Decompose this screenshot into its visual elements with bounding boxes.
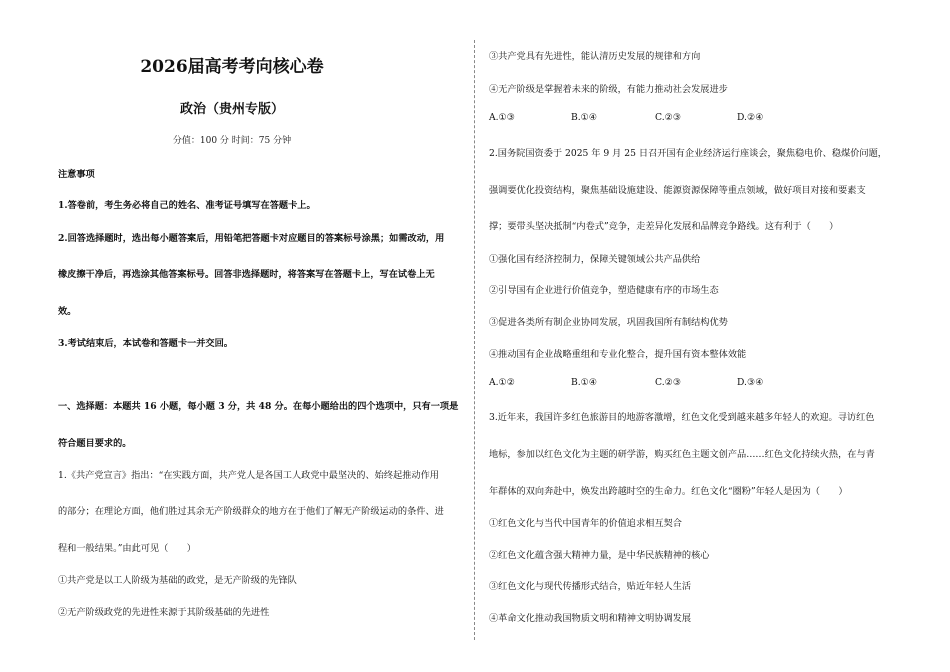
section-heading-line-2: 符合题目要求的。 — [58, 438, 132, 449]
q2-option-c: C.②③ — [655, 377, 682, 388]
q3-statement-2: ②红色文化蕴含强大精神力量，是中华民族精神的核心 — [489, 550, 710, 561]
q2-stem-line-3: 撑；要带头坚决抵制“内卷式”竞争，走差异化发展和品牌竞争路线。这有利于（ ） — [489, 221, 839, 232]
q2-statement-3: ③促进各类所有制企业协同发展，巩固我国所有制结构优势 — [489, 317, 728, 328]
q2-statement-2: ②引导国有企业进行价值竞争，塑造健康有序的市场生态 — [489, 285, 719, 296]
q1-statement-4: ④无产阶级是掌握着未来的阶级，有能力推动社会发展进步 — [489, 84, 728, 95]
q1-statement-3: ③共产党具有先进性，能认清历史发展的规律和方向 — [489, 51, 701, 62]
q1-statement-1: ①共产党是以工人阶级为基础的政党，是无产阶级的先锋队 — [58, 575, 297, 586]
q1-option-d: D.②④ — [737, 112, 764, 123]
notice-item-2-line-1: 2.回答选择题时，选出每小题答案后，用铅笔把答题卡对应题目的答案标号涂黑；如需改动，用 — [58, 233, 445, 244]
q3-statement-1: ①红色文化与当代中国青年的价值追求相互契合 — [489, 518, 682, 529]
notice-item-2-line-2: 橡皮擦干净后，再选涂其他答案标号。回答非选择题时，将答案写在答题卡上，写在试卷上无 — [58, 269, 435, 280]
q2-option-d: D.③④ — [737, 377, 764, 388]
section-heading-line-1: 一、选择题：本题共 16 小题，每小题 3 分，共 48 分。在每小题给出的四个选项中，只有一项是 — [58, 401, 459, 412]
q1-stem-line-1: 1.《共产党宣言》指出：“在实践方面，共产党人是各国工人政党中最坚决的、始终起推动作用 — [58, 470, 439, 481]
q1-option-a: A.①③ — [489, 112, 516, 123]
column-divider — [474, 40, 475, 640]
q2-statement-1: ①强化国有经济控制力，保障关键领域公共产品供给 — [489, 254, 701, 265]
notice-item-3: 3.考试结束后，本试卷和答题卡一并交回。 — [58, 338, 233, 349]
exam-meta: 分值：100 分 时间：75 分钟 — [172, 136, 292, 146]
q2-stem-line-2: 强调要优化投资结构，聚焦基础设施建设、能源资源保障等重点领域，做好项目对接和要素支 — [489, 185, 866, 196]
q3-stem-line-1: 3.近年来，我国许多红色旅游目的地游客激增，红色文化受到越来越多年轻人的欢迎。寻访红色 — [489, 412, 875, 423]
q3-statement-3: ③红色文化与现代传播形式结合，贴近年轻人生活 — [489, 581, 692, 592]
q3-stem-line-2: 地标，参加以红色文化为主题的研学游，购买红色主题文创产品……红色文化持续火热，在与青 — [489, 449, 875, 460]
q1-stem-line-2: 的部分；在理论方面，他们胜过其余无产阶级群众的地方在于他们了解无产阶级运动的条件、进 — [58, 506, 444, 517]
q2-stem-line-1: 2.国务院国资委于 2025 年 9 月 25 日召开国有企业经济运行座谈会，聚焦稳电价、稳煤价问题， — [489, 148, 887, 159]
q1-statement-2: ②无产阶级政党的先进性来源于其阶级基础的先进性 — [58, 607, 270, 618]
notice-item-1: 1.答卷前，考生务必将自己的姓名、准考证号填写在答题卡上。 — [58, 200, 316, 211]
q1-option-b: B.①④ — [571, 112, 598, 123]
exam-title: 2026届高考考向核心卷 — [140, 57, 324, 77]
q2-option-b: B.①④ — [571, 377, 598, 388]
notice-heading: 注意事项 — [58, 169, 95, 180]
q2-statement-4: ④推动国有企业战略重组和专业化整合，提升国有资本整体效能 — [489, 349, 747, 360]
notice-item-2-line-3: 效。 — [58, 306, 77, 317]
q2-option-a: A.①② — [489, 377, 516, 388]
q1-stem-line-3: 程和一般结果。”由此可见（ ） — [58, 543, 196, 554]
q3-statement-4: ④革命文化推动我国物质文明和精神文明协调发展 — [489, 613, 692, 624]
exam-subtitle: 政治（贵州专版） — [179, 102, 284, 117]
q1-option-c: C.②③ — [655, 112, 682, 123]
q3-stem-line-3: 年群体的双向奔赴中，焕发出跨越时空的生命力。红色文化“圈粉”年轻人是因为（ ） — [489, 486, 848, 497]
